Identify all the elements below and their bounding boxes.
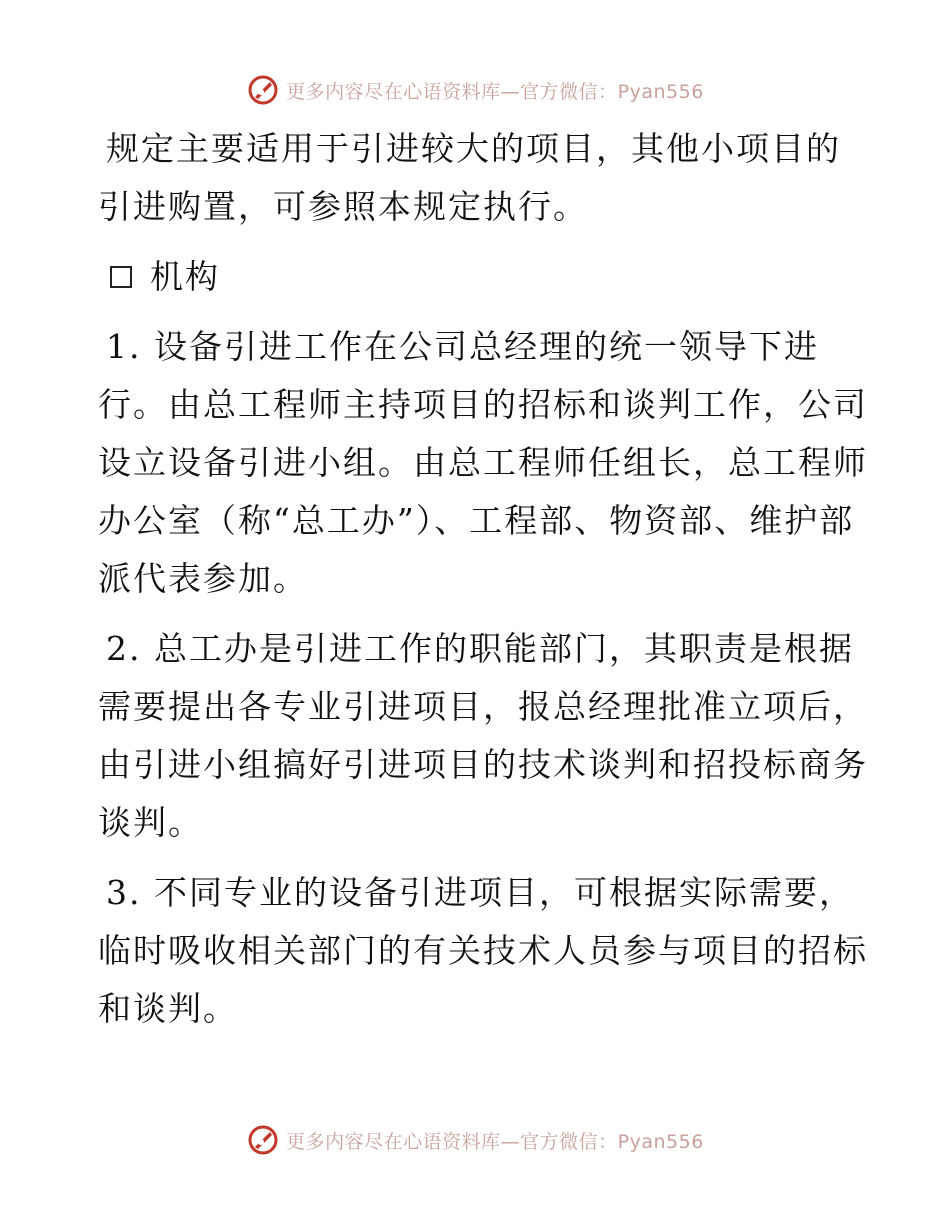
- section-heading: [98, 248, 858, 306]
- text-line: 办公室（称“总工办”）、工程部、物资部、维护部: [98, 501, 855, 540]
- text-line: 由引进小组搞好引进项目的技术谈判和招投标商务: [98, 745, 868, 784]
- text-line: 规定主要适用于引进较大的项目，其他小项目的: [106, 129, 841, 168]
- text-line: 行。由总工程师主持项目的招标和谈判工作，公司: [98, 385, 868, 424]
- section-title: 机构: [150, 257, 220, 296]
- empty-checkbox-icon: [110, 266, 132, 288]
- text-line: 派代表参加。: [98, 559, 308, 598]
- text-line: 引进购置，可参照本规定执行。: [98, 187, 588, 226]
- list-item: [98, 318, 868, 608]
- text-line: 谈判。: [98, 803, 203, 842]
- quill-seal-icon: [246, 1123, 280, 1157]
- footer-watermark: [0, 1120, 950, 1160]
- document-body: [98, 120, 868, 1050]
- watermark-text: 更多内容尽在心语资料库—官方微信：Pyan556: [286, 80, 704, 103]
- text-line: 需要提出各专业引进项目，报总经理批准立项后，: [98, 687, 868, 726]
- text-line: 3. 不同专业的设备引进项目，可根据实际需要，: [106, 873, 854, 912]
- header-watermark: [0, 70, 950, 110]
- text-line: 和谈判。: [98, 989, 238, 1028]
- text-line: 1. 设备引进工作在公司总经理的统一领导下进: [106, 327, 819, 366]
- intro-paragraph: [98, 120, 858, 236]
- text-line: 设立设备引进小组。由总工程师任组长，总工程师: [98, 443, 868, 482]
- text-line: 2. 总工办是引进工作的职能部门，其职责是根据: [106, 629, 854, 668]
- quill-seal-icon: [246, 73, 280, 107]
- text-line: 临时吸收相关部门的有关技术人员参与项目的招标: [98, 931, 868, 970]
- list-item: [98, 620, 868, 852]
- list-item: [98, 864, 868, 1038]
- watermark-text: 更多内容尽在心语资料库—官方微信：Pyan556: [286, 1130, 704, 1153]
